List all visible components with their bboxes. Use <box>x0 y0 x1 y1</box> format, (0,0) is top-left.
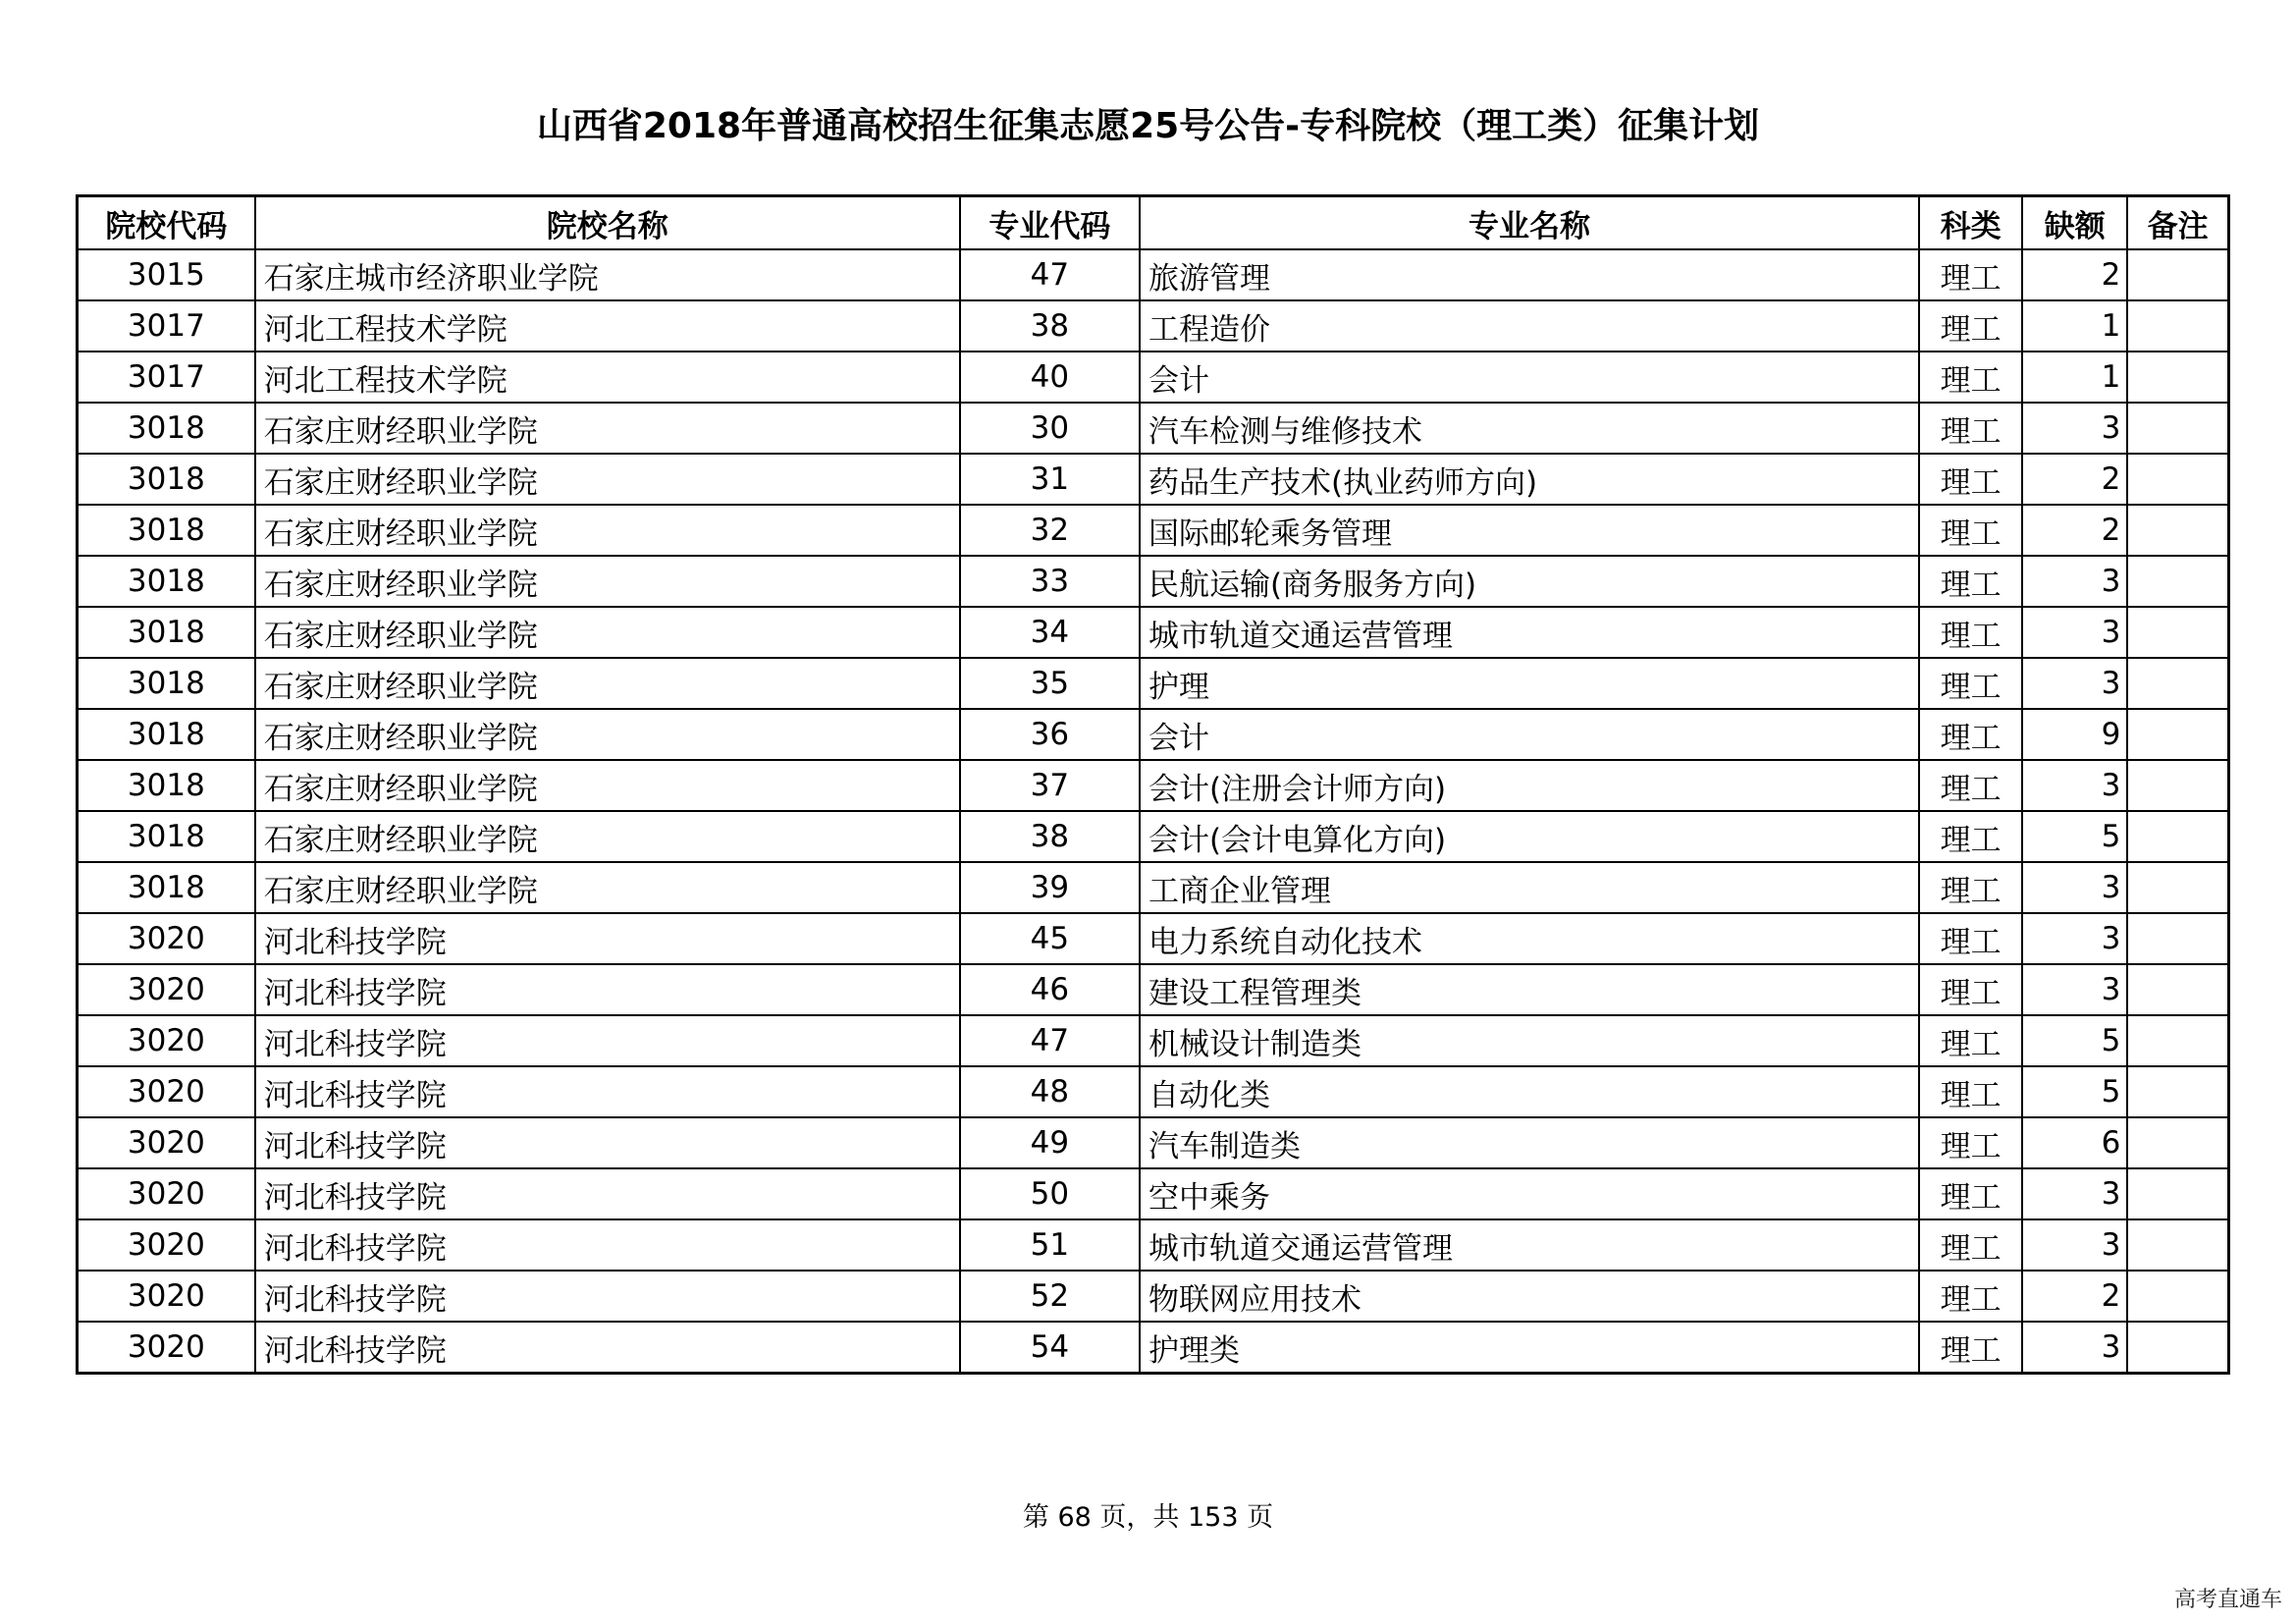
cell-category: 理工 <box>1919 1015 2022 1066</box>
cell-school-name: 河北科技学院 <box>255 1322 960 1374</box>
table-row <box>78 709 2229 760</box>
table-row <box>78 249 2229 300</box>
cell-note <box>2127 862 2228 913</box>
cell-note <box>2127 352 2228 403</box>
cell-school-code: 3020 <box>78 964 255 1015</box>
cell-major-name: 城市轨道交通运营管理 <box>1140 1219 1919 1271</box>
cell-school-name: 河北科技学院 <box>255 1015 960 1066</box>
cell-vacancy: 3 <box>2022 964 2127 1015</box>
cell-major-name: 自动化类 <box>1140 1066 1919 1117</box>
cell-school-code: 3017 <box>78 352 255 403</box>
cell-school-code: 3018 <box>78 862 255 913</box>
cell-category: 理工 <box>1919 1066 2022 1117</box>
cell-vacancy: 3 <box>2022 403 2127 454</box>
table-row <box>78 300 2229 352</box>
cell-school-name: 河北工程技术学院 <box>255 352 960 403</box>
cell-note <box>2127 505 2228 556</box>
table-row <box>78 913 2229 964</box>
cell-school-name: 河北科技学院 <box>255 913 960 964</box>
cell-category: 理工 <box>1919 811 2022 862</box>
cell-major-code: 50 <box>960 1168 1140 1219</box>
cell-major-code: 38 <box>960 300 1140 352</box>
cell-vacancy: 3 <box>2022 862 2127 913</box>
cell-school-name: 河北科技学院 <box>255 1271 960 1322</box>
cell-school-name: 河北科技学院 <box>255 1168 960 1219</box>
cell-category: 理工 <box>1919 1117 2022 1168</box>
table-row <box>78 1066 2229 1117</box>
cell-category: 理工 <box>1919 249 2022 300</box>
cell-major-code: 40 <box>960 352 1140 403</box>
cell-vacancy: 3 <box>2022 607 2127 658</box>
header-vacancy: 缺额 <box>2022 196 2127 250</box>
table-row <box>78 1322 2229 1374</box>
cell-major-code: 32 <box>960 505 1140 556</box>
cell-major-name: 会计(会计电算化方向) <box>1140 811 1919 862</box>
cell-major-code: 34 <box>960 607 1140 658</box>
header-note: 备注 <box>2127 196 2228 250</box>
table-row <box>78 658 2229 709</box>
cell-major-name: 空中乘务 <box>1140 1168 1919 1219</box>
cell-school-code: 3020 <box>78 1322 255 1374</box>
table-row <box>78 505 2229 556</box>
cell-major-name: 汽车制造类 <box>1140 1117 1919 1168</box>
cell-major-code: 31 <box>960 454 1140 505</box>
cell-major-name: 会计 <box>1140 709 1919 760</box>
cell-school-name: 河北科技学院 <box>255 964 960 1015</box>
table-row <box>78 1219 2229 1271</box>
cell-vacancy: 5 <box>2022 1066 2127 1117</box>
cell-major-name: 会计 <box>1140 352 1919 403</box>
cell-note <box>2127 760 2228 811</box>
cell-vacancy: 2 <box>2022 505 2127 556</box>
cell-major-name: 物联网应用技术 <box>1140 1271 1919 1322</box>
cell-category: 理工 <box>1919 1322 2022 1374</box>
cell-school-name: 石家庄财经职业学院 <box>255 505 960 556</box>
cell-school-code: 3020 <box>78 1168 255 1219</box>
table-row <box>78 964 2229 1015</box>
cell-category: 理工 <box>1919 454 2022 505</box>
table-row <box>78 454 2229 505</box>
cell-major-name: 旅游管理 <box>1140 249 1919 300</box>
cell-vacancy: 5 <box>2022 811 2127 862</box>
admission-plan-table <box>76 194 2230 1375</box>
cell-category: 理工 <box>1919 1219 2022 1271</box>
cell-major-name: 汽车检测与维修技术 <box>1140 403 1919 454</box>
header-school-name: 院校名称 <box>255 196 960 250</box>
table-row <box>78 811 2229 862</box>
cell-vacancy: 2 <box>2022 1271 2127 1322</box>
watermark: 高考直通车 <box>2173 1588 2282 1612</box>
cell-note <box>2127 913 2228 964</box>
cell-major-name: 护理类 <box>1140 1322 1919 1374</box>
cell-major-code: 35 <box>960 658 1140 709</box>
cell-category: 理工 <box>1919 505 2022 556</box>
cell-major-code: 49 <box>960 1117 1140 1168</box>
cell-vacancy: 2 <box>2022 454 2127 505</box>
table-row <box>78 1168 2229 1219</box>
table-row <box>78 1117 2229 1168</box>
header-major-code: 专业代码 <box>960 196 1140 250</box>
table-row <box>78 862 2229 913</box>
cell-school-code: 3018 <box>78 811 255 862</box>
cell-major-code: 47 <box>960 1015 1140 1066</box>
cell-school-code: 3018 <box>78 607 255 658</box>
cell-category: 理工 <box>1919 1168 2022 1219</box>
cell-major-code: 54 <box>960 1322 1140 1374</box>
cell-vacancy: 3 <box>2022 1168 2127 1219</box>
cell-vacancy: 5 <box>2022 1015 2127 1066</box>
cell-school-code: 3018 <box>78 709 255 760</box>
cell-note <box>2127 1117 2228 1168</box>
cell-major-code: 47 <box>960 249 1140 300</box>
cell-major-name: 工商企业管理 <box>1140 862 1919 913</box>
cell-school-name: 石家庄财经职业学院 <box>255 403 960 454</box>
cell-note <box>2127 1322 2228 1374</box>
cell-school-code: 3018 <box>78 403 255 454</box>
cell-school-code: 3018 <box>78 556 255 607</box>
cell-school-code: 3018 <box>78 658 255 709</box>
cell-vacancy: 3 <box>2022 556 2127 607</box>
header-row <box>78 196 2229 250</box>
cell-school-name: 石家庄财经职业学院 <box>255 658 960 709</box>
cell-school-code: 3020 <box>78 1015 255 1066</box>
cell-school-name: 石家庄财经职业学院 <box>255 811 960 862</box>
cell-major-name: 药品生产技术(执业药师方向) <box>1140 454 1919 505</box>
page-number: 第 68 页，共 153 页 <box>1022 1502 1274 1533</box>
cell-major-code: 46 <box>960 964 1140 1015</box>
cell-major-code: 48 <box>960 1066 1140 1117</box>
cell-major-code: 37 <box>960 760 1140 811</box>
cell-major-name: 建设工程管理类 <box>1140 964 1919 1015</box>
cell-category: 理工 <box>1919 709 2022 760</box>
cell-school-code: 3015 <box>78 249 255 300</box>
table-row <box>78 607 2229 658</box>
cell-school-code: 3018 <box>78 760 255 811</box>
header-major-name: 专业名称 <box>1140 196 1919 250</box>
cell-school-name: 河北科技学院 <box>255 1066 960 1117</box>
cell-school-code: 3018 <box>78 505 255 556</box>
cell-note <box>2127 607 2228 658</box>
cell-category: 理工 <box>1919 1271 2022 1322</box>
cell-note <box>2127 811 2228 862</box>
cell-note <box>2127 709 2228 760</box>
cell-note <box>2127 1015 2228 1066</box>
cell-major-code: 38 <box>960 811 1140 862</box>
cell-note <box>2127 1219 2228 1271</box>
cell-note <box>2127 1271 2228 1322</box>
cell-vacancy: 2 <box>2022 249 2127 300</box>
page-title: 山西省2018年普通高校招生征集志愿25号公告-专科院校（理工类）征集计划 <box>536 106 1760 146</box>
cell-major-code: 33 <box>960 556 1140 607</box>
cell-category: 理工 <box>1919 760 2022 811</box>
cell-note <box>2127 1168 2228 1219</box>
cell-category: 理工 <box>1919 862 2022 913</box>
cell-vacancy: 3 <box>2022 1322 2127 1374</box>
cell-category: 理工 <box>1919 913 2022 964</box>
cell-vacancy: 1 <box>2022 300 2127 352</box>
cell-major-name: 会计(注册会计师方向) <box>1140 760 1919 811</box>
cell-school-code: 3020 <box>78 913 255 964</box>
cell-school-name: 石家庄财经职业学院 <box>255 709 960 760</box>
cell-note <box>2127 1066 2228 1117</box>
cell-school-code: 3020 <box>78 1066 255 1117</box>
cell-major-name: 城市轨道交通运营管理 <box>1140 607 1919 658</box>
table-row <box>78 556 2229 607</box>
cell-school-code: 3018 <box>78 454 255 505</box>
table-row <box>78 760 2229 811</box>
cell-major-name: 工程造价 <box>1140 300 1919 352</box>
cell-category: 理工 <box>1919 300 2022 352</box>
cell-note <box>2127 964 2228 1015</box>
cell-major-code: 51 <box>960 1219 1140 1271</box>
cell-major-code: 30 <box>960 403 1140 454</box>
cell-major-name: 电力系统自动化技术 <box>1140 913 1919 964</box>
cell-school-name: 石家庄财经职业学院 <box>255 760 960 811</box>
cell-category: 理工 <box>1919 658 2022 709</box>
cell-school-name: 石家庄财经职业学院 <box>255 862 960 913</box>
cell-major-name: 民航运输(商务服务方向) <box>1140 556 1919 607</box>
cell-category: 理工 <box>1919 964 2022 1015</box>
cell-category: 理工 <box>1919 403 2022 454</box>
cell-vacancy: 3 <box>2022 1219 2127 1271</box>
cell-major-name: 国际邮轮乘务管理 <box>1140 505 1919 556</box>
cell-vacancy: 1 <box>2022 352 2127 403</box>
header-school-code: 院校代码 <box>78 196 255 250</box>
cell-vacancy: 6 <box>2022 1117 2127 1168</box>
cell-category: 理工 <box>1919 556 2022 607</box>
cell-vacancy: 3 <box>2022 913 2127 964</box>
cell-vacancy: 3 <box>2022 658 2127 709</box>
cell-note <box>2127 556 2228 607</box>
cell-major-code: 39 <box>960 862 1140 913</box>
cell-school-name: 河北科技学院 <box>255 1219 960 1271</box>
cell-school-name: 河北工程技术学院 <box>255 300 960 352</box>
cell-school-name: 石家庄财经职业学院 <box>255 454 960 505</box>
cell-school-name: 石家庄财经职业学院 <box>255 607 960 658</box>
cell-note <box>2127 403 2228 454</box>
cell-school-code: 3020 <box>78 1117 255 1168</box>
cell-vacancy: 9 <box>2022 709 2127 760</box>
table-row <box>78 1271 2229 1322</box>
cell-major-code: 45 <box>960 913 1140 964</box>
table-row <box>78 1015 2229 1066</box>
cell-category: 理工 <box>1919 607 2022 658</box>
cell-note <box>2127 249 2228 300</box>
cell-category: 理工 <box>1919 352 2022 403</box>
cell-note <box>2127 454 2228 505</box>
cell-school-name: 石家庄城市经济职业学院 <box>255 249 960 300</box>
cell-school-name: 石家庄财经职业学院 <box>255 556 960 607</box>
table-row <box>78 403 2229 454</box>
cell-note <box>2127 300 2228 352</box>
cell-major-code: 36 <box>960 709 1140 760</box>
cell-major-code: 52 <box>960 1271 1140 1322</box>
cell-school-code: 3020 <box>78 1219 255 1271</box>
cell-note <box>2127 658 2228 709</box>
cell-school-name: 河北科技学院 <box>255 1117 960 1168</box>
cell-major-name: 护理 <box>1140 658 1919 709</box>
table-row <box>78 352 2229 403</box>
cell-vacancy: 3 <box>2022 760 2127 811</box>
cell-school-code: 3020 <box>78 1271 255 1322</box>
header-category: 科类 <box>1919 196 2022 250</box>
cell-school-code: 3017 <box>78 300 255 352</box>
cell-major-name: 机械设计制造类 <box>1140 1015 1919 1066</box>
